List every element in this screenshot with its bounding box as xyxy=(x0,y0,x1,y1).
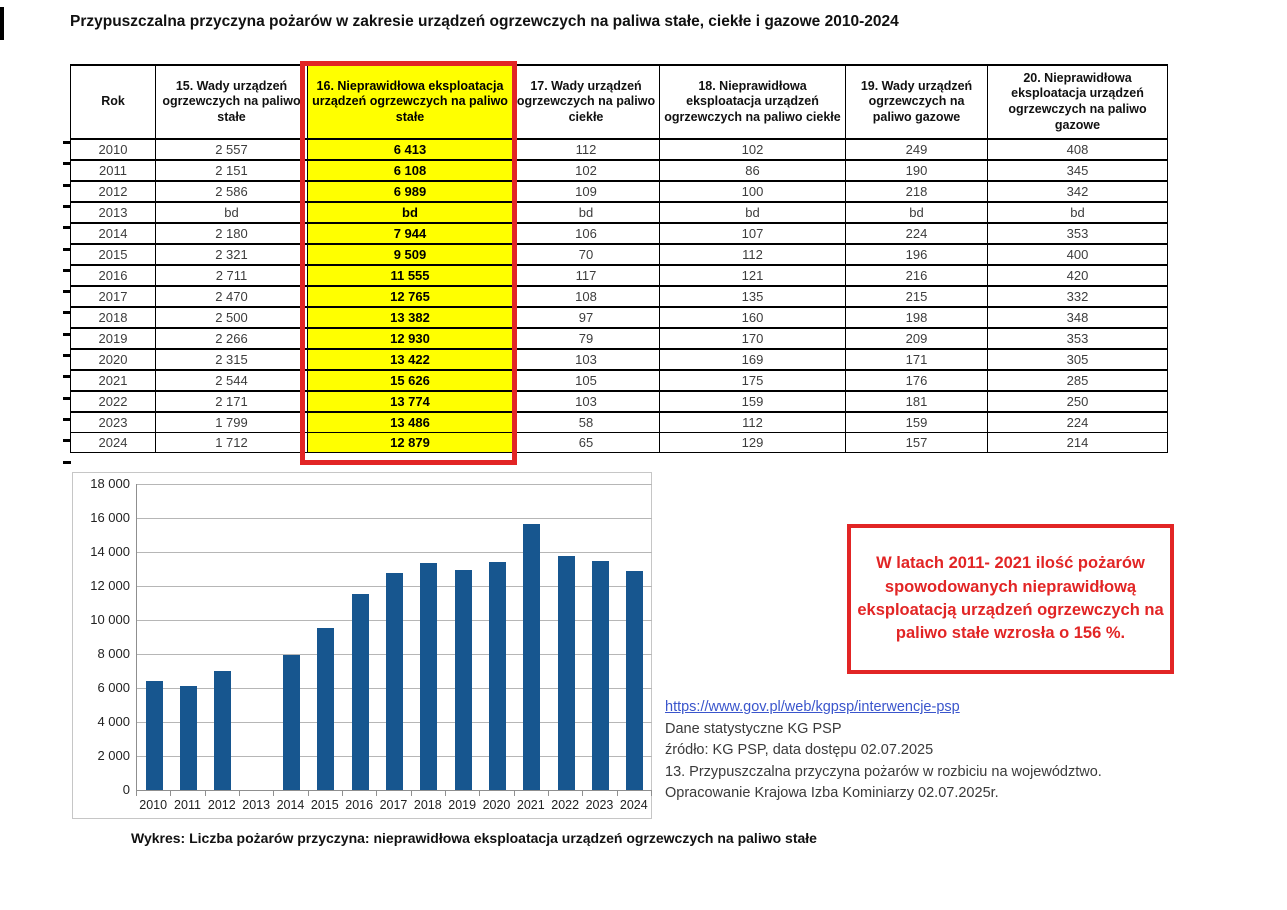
x-axis-tick xyxy=(548,791,549,796)
year-cell: 2013 xyxy=(71,202,156,223)
value-cell: 1 712 xyxy=(156,433,308,453)
page-edge-artifact xyxy=(0,7,4,40)
x-axis-label: 2014 xyxy=(276,798,305,812)
column-header-17: 17. Wady urządzeń ogrzewczych na paliwo ciekłe xyxy=(513,65,660,139)
column-header-15: 15. Wady urządzeń ogrzewczych na paliwo stałe xyxy=(156,65,308,139)
value-cell: 216 xyxy=(846,265,988,286)
x-axis-tick xyxy=(136,791,137,796)
x-axis-label: 2013 xyxy=(242,798,271,812)
annotation-text: W latach 2011- 2021 ilość pożarów spowodowanych nieprawidłową eksploatacją urządzeń ogrzewczych na paliwo stałe wzrosła o 156 %. xyxy=(857,554,1164,643)
value-cell: 86 xyxy=(660,160,846,181)
value-cell: 198 xyxy=(846,307,988,328)
value-cell: 159 xyxy=(846,412,988,433)
row-tick xyxy=(63,311,71,314)
value-cell: 2 544 xyxy=(156,370,308,391)
value-cell: bd xyxy=(156,202,308,223)
value-cell: 12 879 xyxy=(308,433,513,453)
value-cell: 353 xyxy=(988,328,1168,349)
value-cell: 2 315 xyxy=(156,349,308,370)
row-tick xyxy=(63,375,71,378)
value-cell: 196 xyxy=(846,244,988,265)
table-row-2012 xyxy=(71,181,1168,202)
value-cell: 285 xyxy=(988,370,1168,391)
value-cell: bd xyxy=(846,202,988,223)
table-row-2011 xyxy=(71,160,1168,181)
value-cell: 108 xyxy=(513,286,660,307)
value-cell: 97 xyxy=(513,307,660,328)
x-axis-label: 2021 xyxy=(516,798,545,812)
value-cell: 250 xyxy=(988,391,1168,412)
value-cell: 112 xyxy=(513,139,660,160)
x-axis-label: 2017 xyxy=(379,798,408,812)
value-cell: 102 xyxy=(660,139,846,160)
year-cell: 2019 xyxy=(71,328,156,349)
row-tick xyxy=(63,184,71,187)
x-axis-tick xyxy=(445,791,446,796)
bar-chart xyxy=(72,472,652,819)
x-axis-label: 2022 xyxy=(551,798,580,812)
value-cell: bd xyxy=(988,202,1168,223)
value-cell: 6 989 xyxy=(308,181,513,202)
bar-2022 xyxy=(558,556,575,790)
table-row-2022 xyxy=(71,391,1168,412)
column-header-18: 18. Nieprawidłowa eksploatacja urządzeń ogrzewczych na paliwo ciekłe xyxy=(660,65,846,139)
value-cell: 157 xyxy=(846,433,988,453)
year-cell: 2024 xyxy=(71,433,156,453)
source-link-row xyxy=(665,697,1102,719)
x-axis-tick xyxy=(514,791,515,796)
table-header xyxy=(71,65,1168,139)
value-cell: 105 xyxy=(513,370,660,391)
value-cell: 214 xyxy=(988,433,1168,453)
value-cell: 79 xyxy=(513,328,660,349)
x-axis-label: 2023 xyxy=(585,798,614,812)
year-cell: 2022 xyxy=(71,391,156,412)
value-cell: 117 xyxy=(513,265,660,286)
x-axis-tick xyxy=(308,791,309,796)
gridline xyxy=(137,484,652,485)
value-cell: 1 799 xyxy=(156,412,308,433)
row-tick xyxy=(63,354,71,357)
value-cell: bd xyxy=(660,202,846,223)
value-cell: 305 xyxy=(988,349,1168,370)
y-axis-label: 6 000 xyxy=(97,680,130,695)
bar-2023 xyxy=(592,561,609,790)
value-cell: 348 xyxy=(988,307,1168,328)
value-cell: 65 xyxy=(513,433,660,453)
bar-2019 xyxy=(455,570,472,790)
value-cell: 170 xyxy=(660,328,846,349)
row-tick xyxy=(63,226,71,229)
value-cell: 342 xyxy=(988,181,1168,202)
table-row-2019 xyxy=(71,328,1168,349)
value-cell: 353 xyxy=(988,223,1168,244)
value-cell: bd xyxy=(513,202,660,223)
x-axis-tick xyxy=(582,791,583,796)
row-tick xyxy=(63,162,71,165)
year-cell: 2023 xyxy=(71,412,156,433)
source-block xyxy=(665,697,1102,805)
value-cell: 106 xyxy=(513,223,660,244)
value-cell: 332 xyxy=(988,286,1168,307)
year-cell: 2015 xyxy=(71,244,156,265)
value-cell: 420 xyxy=(988,265,1168,286)
x-axis-tick xyxy=(411,791,412,796)
value-cell: 400 xyxy=(988,244,1168,265)
value-cell: 13 486 xyxy=(308,412,513,433)
value-cell: 6 413 xyxy=(308,139,513,160)
value-cell: 70 xyxy=(513,244,660,265)
row-tick xyxy=(63,461,71,464)
value-cell: bd xyxy=(308,202,513,223)
bar-2010 xyxy=(146,681,163,790)
value-cell: 2 500 xyxy=(156,307,308,328)
x-axis-label: 2016 xyxy=(345,798,374,812)
column-header-rok: Rok xyxy=(71,65,156,139)
fires-table xyxy=(70,64,1168,453)
gridline xyxy=(137,518,652,519)
x-axis-tick xyxy=(651,791,652,796)
bar-2017 xyxy=(386,573,403,790)
table-row-2013 xyxy=(71,202,1168,223)
chart-plot-area xyxy=(136,484,652,791)
value-cell: 12 765 xyxy=(308,286,513,307)
source-line-3: 13. Przypuszczalna przyczyna pożarów w rozbiciu na województwo. xyxy=(665,763,1102,780)
bar-2011 xyxy=(180,686,197,790)
x-axis-label: 2015 xyxy=(310,798,339,812)
bar-2015 xyxy=(317,628,334,790)
x-axis-label: 2019 xyxy=(448,798,477,812)
y-axis-label: 14 000 xyxy=(90,544,130,559)
row-tick xyxy=(63,141,71,144)
table-row-2010 xyxy=(71,139,1168,160)
source-line-2: źródło: KG PSP, data dostępu 02.07.2025 xyxy=(665,742,934,759)
value-cell: 7 944 xyxy=(308,223,513,244)
value-cell: 121 xyxy=(660,265,846,286)
x-axis-tick xyxy=(170,791,171,796)
x-axis-tick xyxy=(479,791,480,796)
value-cell: 2 711 xyxy=(156,265,308,286)
value-cell: 2 586 xyxy=(156,181,308,202)
value-cell: 160 xyxy=(660,307,846,328)
value-cell: 2 557 xyxy=(156,139,308,160)
bar-2020 xyxy=(489,562,506,790)
value-cell: 209 xyxy=(846,328,988,349)
value-cell: 13 774 xyxy=(308,391,513,412)
value-cell: 135 xyxy=(660,286,846,307)
y-axis-label: 10 000 xyxy=(90,612,130,627)
x-axis-tick xyxy=(376,791,377,796)
gridline xyxy=(137,552,652,553)
column-header-20: 20. Nieprawidłowa eksploatacja urządzeń ogrzewczych na paliwo gazowe xyxy=(988,65,1168,139)
x-axis-label: 2011 xyxy=(174,798,201,812)
value-cell: 11 555 xyxy=(308,265,513,286)
value-cell: 112 xyxy=(660,244,846,265)
value-cell: 224 xyxy=(846,223,988,244)
value-cell: 100 xyxy=(660,181,846,202)
value-cell: 215 xyxy=(846,286,988,307)
year-cell: 2020 xyxy=(71,349,156,370)
x-axis-label: 2018 xyxy=(413,798,442,812)
value-cell: 9 509 xyxy=(308,244,513,265)
value-cell: 218 xyxy=(846,181,988,202)
year-cell: 2017 xyxy=(71,286,156,307)
table-row-2024 xyxy=(71,433,1168,453)
value-cell: 102 xyxy=(513,160,660,181)
table-row-2016 xyxy=(71,265,1168,286)
year-cell: 2011 xyxy=(71,160,156,181)
y-axis-label: 12 000 xyxy=(90,578,130,593)
value-cell: 2 470 xyxy=(156,286,308,307)
x-axis-tick xyxy=(239,791,240,796)
value-cell: 107 xyxy=(660,223,846,244)
year-cell: 2010 xyxy=(71,139,156,160)
table-row-2014 xyxy=(71,223,1168,244)
value-cell: 13 422 xyxy=(308,349,513,370)
row-tick xyxy=(63,248,71,251)
year-cell: 2016 xyxy=(71,265,156,286)
row-tick xyxy=(63,333,71,336)
value-cell: 109 xyxy=(513,181,660,202)
bar-2012 xyxy=(214,671,231,790)
value-cell: 6 108 xyxy=(308,160,513,181)
value-cell: 176 xyxy=(846,370,988,391)
value-cell: 2 321 xyxy=(156,244,308,265)
value-cell: 12 930 xyxy=(308,328,513,349)
bar-2014 xyxy=(283,655,300,790)
row-tick xyxy=(63,269,71,272)
row-tick xyxy=(63,205,71,208)
annotation-box xyxy=(847,524,1174,674)
value-cell: 190 xyxy=(846,160,988,181)
y-axis-label: 16 000 xyxy=(90,510,130,525)
table-row-2020 xyxy=(71,349,1168,370)
y-axis-label: 0 xyxy=(122,782,130,797)
year-cell: 2018 xyxy=(71,307,156,328)
source-link[interactable]: https://www.gov.pl/web/kgpsp/interwencje-psp xyxy=(665,699,960,715)
x-axis-label: 2020 xyxy=(482,798,511,812)
value-cell: 103 xyxy=(513,391,660,412)
x-axis-tick xyxy=(342,791,343,796)
bar-2021 xyxy=(523,524,540,790)
value-cell: 249 xyxy=(846,139,988,160)
bar-2024 xyxy=(626,571,643,790)
value-cell: 408 xyxy=(988,139,1168,160)
year-cell: 2012 xyxy=(71,181,156,202)
page-title: Przypuszczalna przyczyna pożarów w zakresie urządzeń ogrzewczych na paliwa stałe, ciekłe i gazowe 2010-2024 xyxy=(70,13,899,30)
fires-table-container xyxy=(70,64,1167,453)
y-axis-label: 8 000 xyxy=(97,646,130,661)
bar-2018 xyxy=(420,563,437,790)
y-axis-label: 4 000 xyxy=(97,714,130,729)
y-axis-label: 18 000 xyxy=(90,476,130,491)
x-axis-tick xyxy=(205,791,206,796)
chart-caption: Wykres: Liczba pożarów przyczyna: nieprawidłowa eksploatacja urządzeń ogrzewczych na paliwo stałe xyxy=(131,830,817,846)
value-cell: 129 xyxy=(660,433,846,453)
value-cell: 2 180 xyxy=(156,223,308,244)
x-axis-label: 2012 xyxy=(207,798,236,812)
x-axis-label: 2024 xyxy=(619,798,648,812)
value-cell: 175 xyxy=(660,370,846,391)
column-header-16: 16. Nieprawidłowa eksploatacja urządzeń ogrzewczych na paliwo stałe xyxy=(308,65,513,139)
value-cell: 169 xyxy=(660,349,846,370)
x-axis-label: 2010 xyxy=(139,798,168,812)
table-row-2015 xyxy=(71,244,1168,265)
source-line-4: Opracowanie Krajowa Izba Kominiarzy 02.07.2025r. xyxy=(665,785,999,802)
year-cell: 2021 xyxy=(71,370,156,391)
value-cell: 171 xyxy=(846,349,988,370)
value-cell: 13 382 xyxy=(308,307,513,328)
x-axis-tick xyxy=(273,791,274,796)
table-row-2023 xyxy=(71,412,1168,433)
value-cell: 58 xyxy=(513,412,660,433)
y-axis-label: 2 000 xyxy=(97,748,130,763)
value-cell: 2 171 xyxy=(156,391,308,412)
row-tick xyxy=(63,439,71,442)
bar-2016 xyxy=(352,594,369,790)
value-cell: 224 xyxy=(988,412,1168,433)
x-axis-tick xyxy=(617,791,618,796)
value-cell: 15 626 xyxy=(308,370,513,391)
row-tick xyxy=(63,290,71,293)
value-cell: 103 xyxy=(513,349,660,370)
table-row-2017 xyxy=(71,286,1168,307)
value-cell: 181 xyxy=(846,391,988,412)
table-row-2018 xyxy=(71,307,1168,328)
value-cell: 112 xyxy=(660,412,846,433)
value-cell: 159 xyxy=(660,391,846,412)
table-row-2021 xyxy=(71,370,1168,391)
value-cell: 345 xyxy=(988,160,1168,181)
row-tick xyxy=(63,418,71,421)
value-cell: 2 151 xyxy=(156,160,308,181)
year-cell: 2014 xyxy=(71,223,156,244)
value-cell: 2 266 xyxy=(156,328,308,349)
column-header-19: 19. Wady urządzeń ogrzewczych na paliwo gazowe xyxy=(846,65,988,139)
row-tick xyxy=(63,397,71,400)
source-line-1: Dane statystyczne KG PSP xyxy=(665,720,842,737)
